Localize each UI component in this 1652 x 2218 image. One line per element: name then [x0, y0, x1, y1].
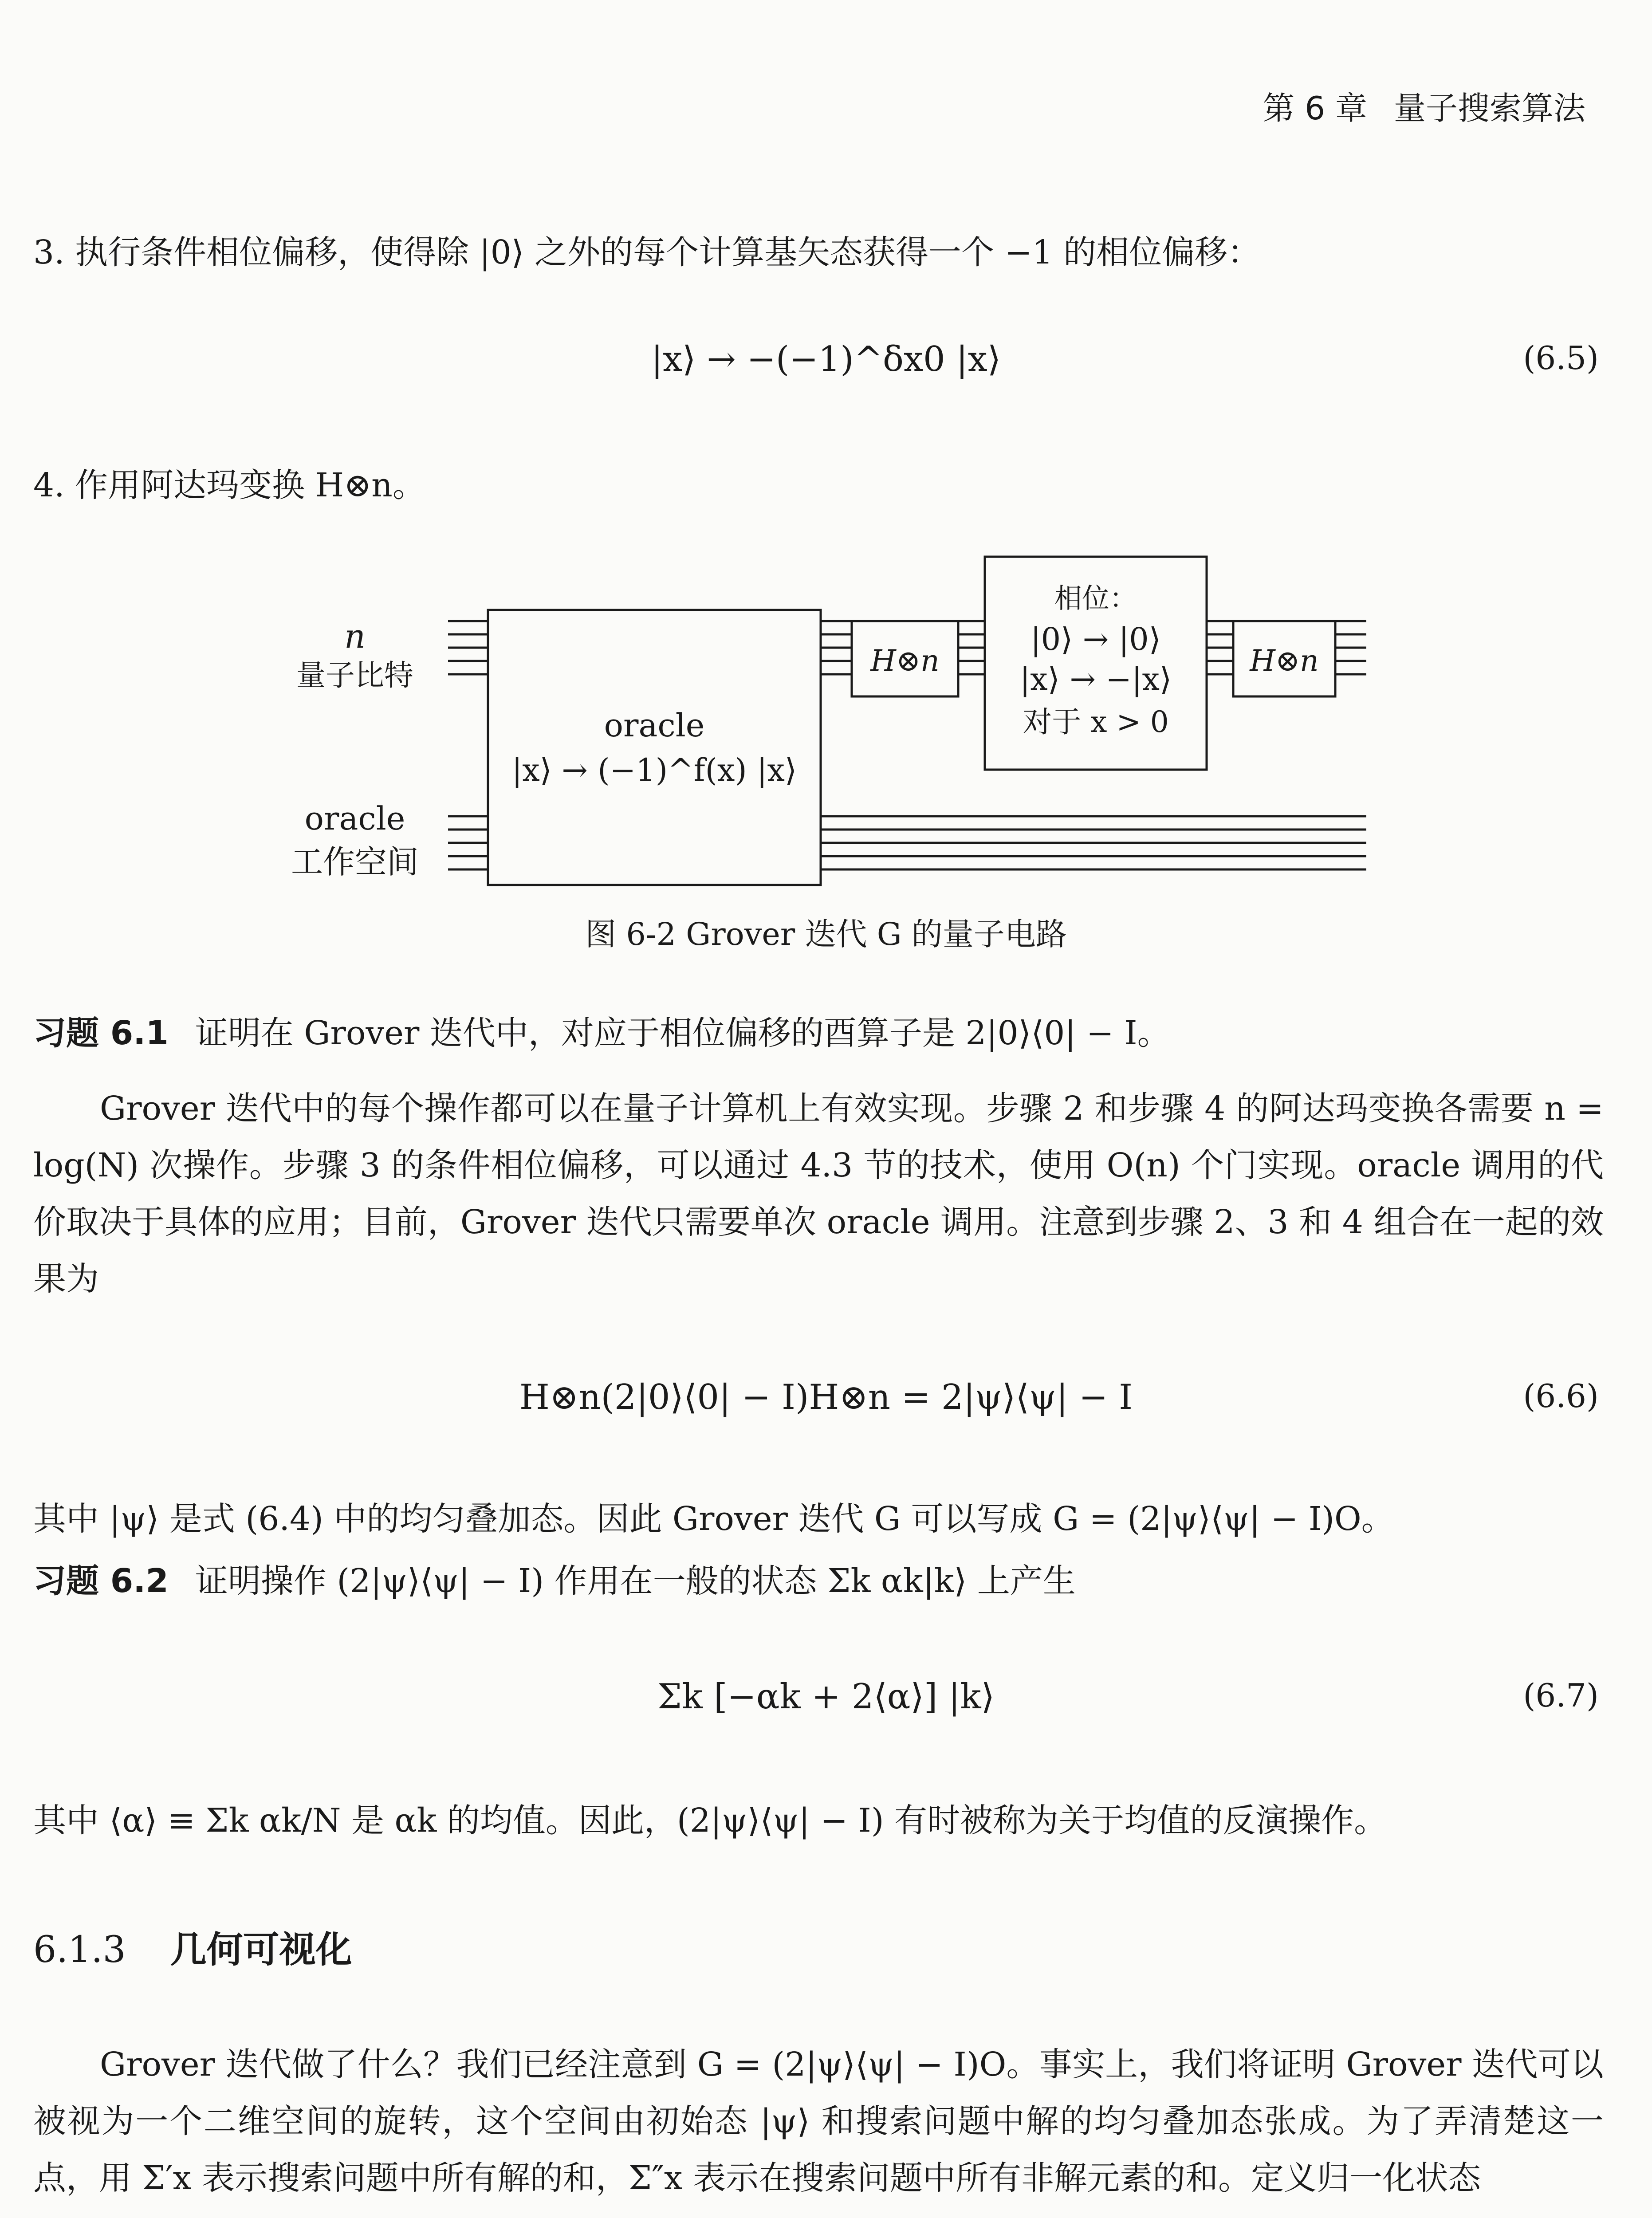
paragraph-3: 其中 ⟨α⟩ ≡ Σk αk/N 是 αk 的均值。因此，(2|ψ⟩⟨ψ| − I) 有时被称为关于均值的反演操作。	[33, 1801, 1387, 1840]
grover-circuit-diagram	[0, 523, 1652, 901]
section-heading	[33, 1921, 352, 1973]
qubits-label: 量子比特	[296, 658, 413, 692]
paragraph-4: Grover 迭代做了什么？我们已经注意到 G = (2|ψ⟩⟨ψ| − I)O。事实上，我们将证明 Grover 迭代可以被视为一个二维空间的旋转，这个空间由初始态 |ψ⟩ 和搜索问题中解的均匀叠加态张成。为了弄清楚这一点，用 Σ′x 表示搜索问题中所有解的和，Σ″x 表示在搜索问题中所有非解元素的和。定义归一化状态	[33, 2045, 1604, 2197]
equation-body: H⊗n(2|0⟩⟨0| − I)H⊗n = 2|ψ⟩⟨ψ| − I	[519, 1377, 1133, 1417]
header-title: 量子搜索算法	[1393, 90, 1585, 127]
phase-line-1: |0⟩ → |0⟩	[1030, 621, 1161, 657]
oracle-box	[488, 610, 821, 885]
running-header	[1263, 83, 1585, 129]
phase-title: 相位：	[1054, 582, 1137, 614]
section-number: 6.1.3	[33, 1929, 126, 1971]
equation-number: (6.7)	[1523, 1677, 1599, 1714]
paragraph-2: 其中 |ψ⟩ 是式 (6.4) 中的均匀叠加态。因此 Grover 迭代 G 可以写成 G = (2|ψ⟩⟨ψ| − I)O。	[33, 1500, 1394, 1538]
step-3: 3. 执行条件相位偏移，使得除 |0⟩ 之外的每个计算基矢态获得一个 −1 的相位偏移：	[33, 233, 1261, 271]
exercise-text: 证明操作 (2|ψ⟩⟨ψ| − I) 作用在一般的状态 Σk αk|k⟩ 上产生	[195, 1562, 1076, 1600]
oracle-title: oracle	[604, 707, 705, 744]
oracle-map: |x⟩ → (−1)^f(x) |x⟩	[511, 752, 797, 788]
equation-body: |x⟩ → −(−1)^δx0 |x⟩	[651, 339, 1001, 379]
workspace-label-1: oracle	[304, 800, 405, 837]
phase-line-3: 对于 x > 0	[1023, 705, 1169, 739]
exercise-text: 证明在 Grover 迭代中，对应于相位偏移的酉算子是 2|0⟩⟨0| − I。	[195, 1014, 1170, 1052]
exercise-label: 习题 6.1	[33, 1014, 169, 1052]
phase-line-2: |x⟩ → −|x⟩	[1019, 661, 1172, 697]
exercise-label: 习题 6.2	[33, 1562, 169, 1600]
figure-caption: 图 6-2 Grover 迭代 G 的量子电路	[585, 916, 1067, 952]
hadamard-label-2: H⊗n	[1250, 644, 1319, 678]
header-chapter: 第 6 章	[1263, 90, 1367, 127]
equation-number: (6.6)	[1523, 1377, 1599, 1415]
section-title: 几何可视化	[170, 1929, 352, 1971]
equation-body: Σk [−αk + 2⟨α⟩] |k⟩	[657, 1677, 995, 1717]
workspace-label-2: 工作空间	[291, 843, 419, 881]
step-4: 4. 作用阿达玛变换 H⊗n。	[33, 466, 425, 504]
exercise-6-1	[33, 1005, 1604, 1062]
equation-number: (6.5)	[1523, 339, 1599, 377]
exercise-6-2	[33, 1553, 1604, 1609]
n-label: n	[344, 617, 366, 656]
hadamard-label-1: H⊗n	[870, 644, 940, 678]
paragraph-1: Grover 迭代中的每个操作都可以在量子计算机上有效实现。步骤 2 和步骤 4 的阿达玛变换各需要 n = log(N) 次操作。步骤 3 的条件相位偏移，可以通过 4.3 节的技术，使用 O(n) 个门实现。oracle 调用的代价取决于具体的应用；目前，Grover 迭代只需要单次 oracle 调用。注意到步骤 2、3 和 4 组合在一起的效果为	[33, 1089, 1604, 1298]
